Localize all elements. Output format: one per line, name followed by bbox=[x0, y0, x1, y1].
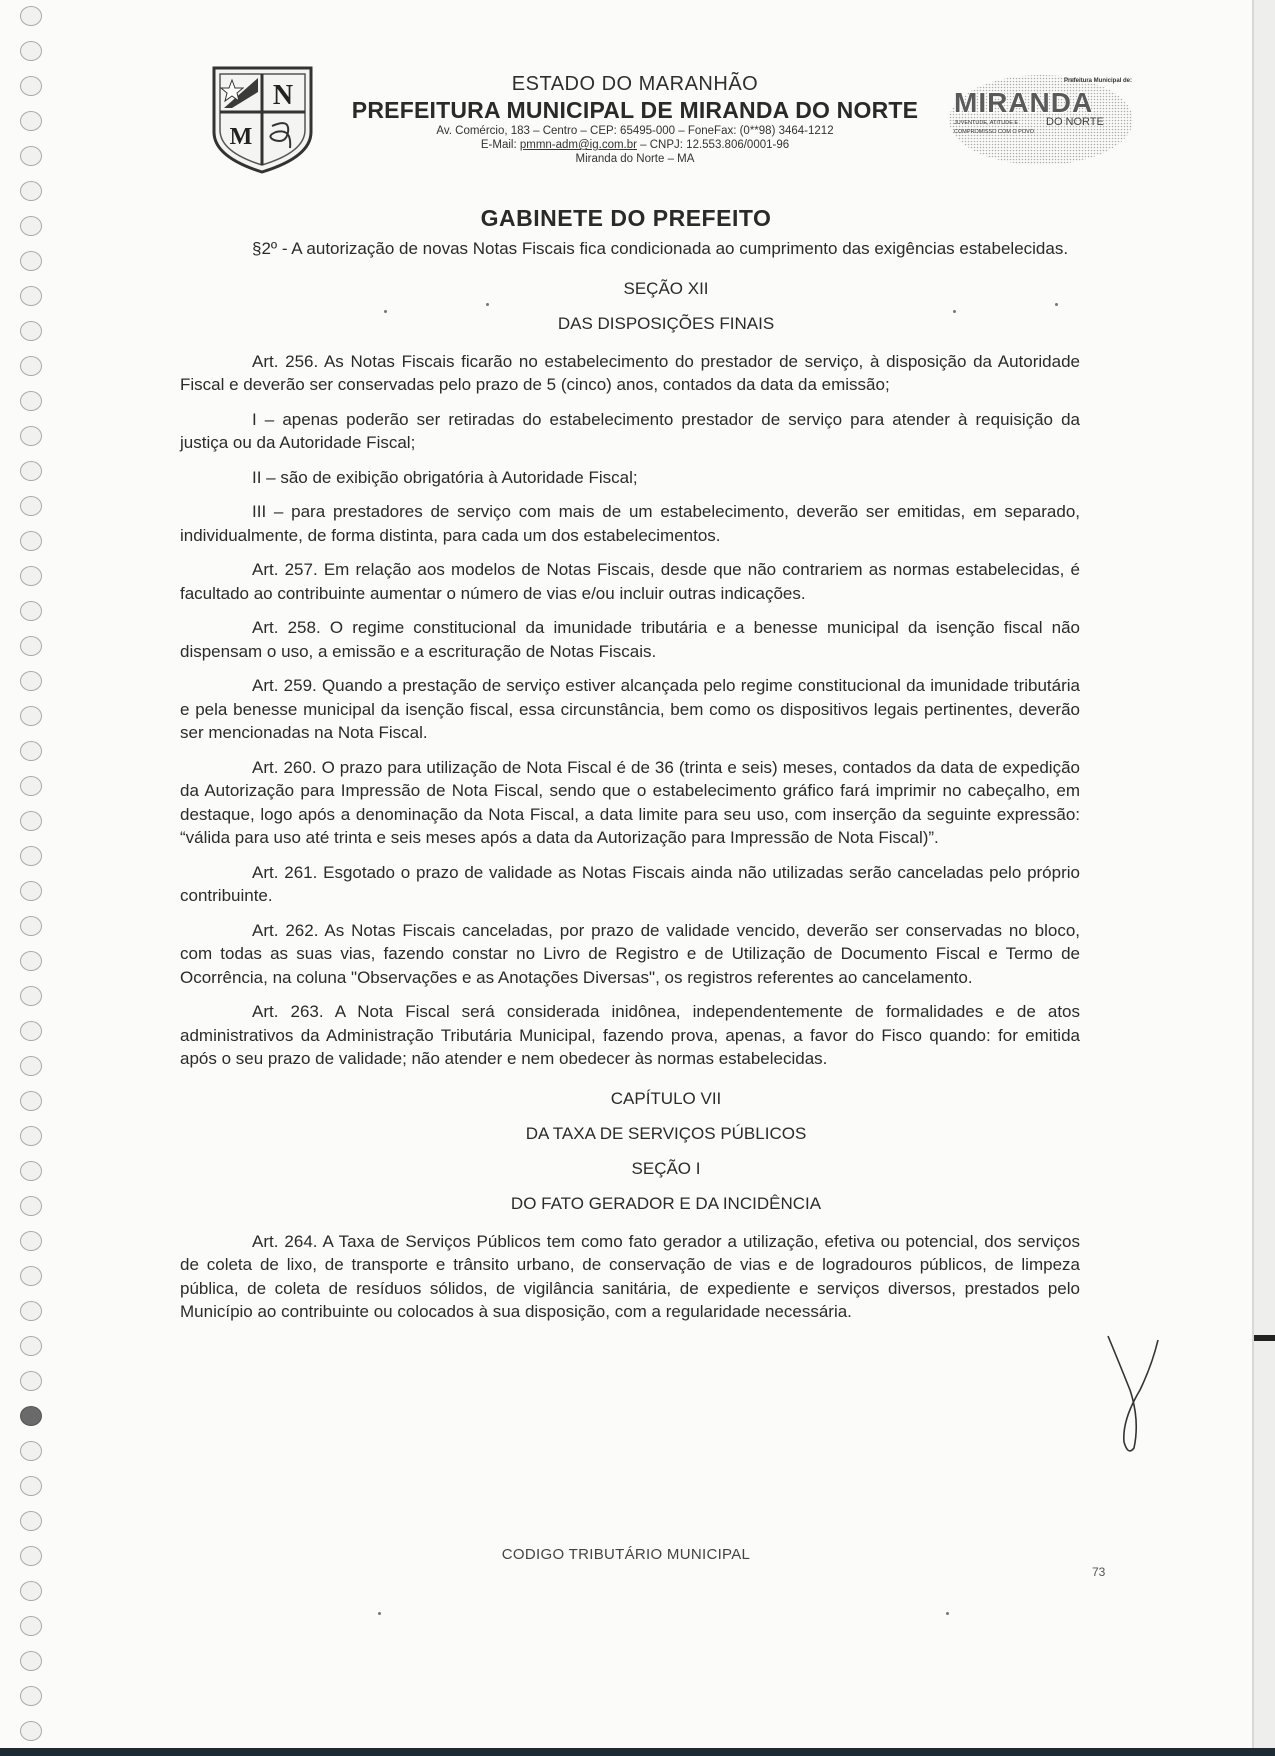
binding-hole bbox=[20, 846, 42, 866]
binding-hole bbox=[20, 1231, 42, 1251]
email-label: E-Mail: bbox=[480, 139, 520, 151]
crest-letter-m: M bbox=[229, 124, 253, 150]
article-262: Art. 262. As Notas Fiscais canceladas, por prazo de validade vencido, deverão ser conservadas no bloco, com todas as suas vias, fazendo constar no Livro de Registro e de Utilização de Documento Fiscal e Termo de Ocorrência, na coluna "Observações e as Anotações Diversas", os registros referentes ao cancelamento. bbox=[180, 920, 1080, 987]
binding-hole bbox=[20, 1616, 42, 1636]
binding-hole bbox=[20, 1721, 42, 1741]
binding-hole bbox=[20, 1301, 42, 1321]
binding-hole bbox=[20, 986, 42, 1006]
scan-speck bbox=[486, 303, 489, 306]
binding-hole bbox=[20, 776, 42, 796]
binding-hole bbox=[20, 1266, 42, 1286]
logo-tag-2: COMPROMISSO COM O POVO bbox=[954, 129, 1035, 135]
scan-speck bbox=[378, 1612, 381, 1615]
article-258: Art. 258. O regime constitucional da imunidade tributária e a benesse municipal da isenção fiscal não dispensam o uso, a emissão e a escrituração de Notas Fiscais. bbox=[180, 618, 1080, 661]
binding-hole bbox=[20, 811, 42, 831]
chapter-heading bbox=[180, 1087, 1080, 1216]
article-261: Art. 261. Esgotado o prazo de validade as Notas Fiscais ainda não utilizadas serão canceladas pelo próprio contribuinte. bbox=[180, 862, 1080, 905]
scan-speck bbox=[384, 310, 387, 313]
section-1-title: SEÇÃO I bbox=[631, 1158, 701, 1178]
scan-speck bbox=[953, 310, 956, 313]
binding-hole bbox=[20, 1581, 42, 1601]
municipal-crest-icon bbox=[210, 62, 315, 174]
section-subtitle: DAS DISPOSIÇÕES FINAIS bbox=[557, 313, 775, 333]
section-heading bbox=[180, 277, 1080, 336]
binding-hole bbox=[20, 531, 42, 551]
article-259: Art. 259. Quando a prestação de serviço estiver alcançada pelo regime constitucional da imunidade tributária e pela benesse municipal da isenção fiscal, essa circunstância, bem como os dispositivos legais pertinentes, deverão ser mencionadas na Nota Fiscal. bbox=[180, 676, 1080, 742]
page-edge bbox=[1254, 0, 1275, 1756]
binding-hole bbox=[20, 1091, 42, 1111]
article-263: Art. 263. A Nota Fiscal será considerada inidônea, independentemente de formalidades e de atos administrativos da Administração Tributária Municipal, fazendo prova, apenas, a favor do Fisco quando: for emitida após o seu prazo de validade; não atender e nem obedecer às normas estabelecidas. bbox=[180, 1002, 1080, 1068]
binding-hole bbox=[20, 601, 42, 621]
item-1: I – apenas poderão ser retiradas do estabelecimento prestador de serviço para atender à requisição da justiça ou da Autoridade Fiscal; bbox=[180, 409, 1080, 452]
binding-hole bbox=[20, 1441, 42, 1461]
handwritten-initial-icon bbox=[1100, 1330, 1170, 1460]
letterhead bbox=[0, 0, 1252, 200]
cnpj-text: – CNPJ: 12.553.806/0001-96 bbox=[636, 139, 790, 151]
binding-hole bbox=[20, 1511, 42, 1531]
binding-hole bbox=[20, 916, 42, 936]
miranda-logo-icon bbox=[946, 68, 1136, 168]
prefeitura-name: PREFEITURA MUNICIPAL DE MIRANDA DO NORTE bbox=[351, 97, 919, 123]
document-body bbox=[180, 237, 1080, 1335]
logo-tag-1: JUVENTUDE, ATITUDE E bbox=[954, 120, 1019, 126]
binding-hole bbox=[20, 566, 42, 586]
binding-hole bbox=[20, 1686, 42, 1706]
section-title: SEÇÃO XII bbox=[623, 278, 709, 298]
binding-hole bbox=[20, 741, 42, 761]
email-link[interactable]: pmmn-adm@ig.com.br bbox=[519, 139, 637, 151]
section-1-subtitle: DO FATO GERADOR E DA INCIDÊNCIA bbox=[510, 1193, 822, 1213]
paragraph-2: §2º - A autorização de novas Notas Fiscais fica condicionada ao cumprimento das exigências estabelecidas. bbox=[252, 239, 1069, 258]
logo-small-text: Prefeitura Municipal de: bbox=[1064, 78, 1133, 84]
footer-title: CODIGO TRIBUTÁRIO MUNICIPAL bbox=[501, 1546, 751, 1563]
page-number: 73 bbox=[1092, 1565, 1106, 1579]
binding-hole bbox=[20, 461, 42, 481]
binding-hole bbox=[20, 286, 42, 306]
binding-hole bbox=[20, 636, 42, 656]
binding-hole bbox=[20, 1651, 42, 1671]
binding-hole bbox=[20, 1161, 42, 1181]
item-2: II – são de exibição obrigatória à Autoridade Fiscal; bbox=[252, 467, 638, 487]
chapter-subtitle: DA TAXA DE SERVIÇOS PÚBLICOS bbox=[525, 1123, 807, 1143]
binding-hole bbox=[20, 356, 42, 376]
scan-speck bbox=[1055, 303, 1058, 306]
binding-hole bbox=[20, 391, 42, 411]
logo-sub-text: DO NORTE bbox=[1046, 116, 1104, 128]
binding-hole bbox=[20, 1406, 42, 1426]
article-260: Art. 260. O prazo para utilização de Nota Fiscal é de 36 (trinta e seis) meses, contados da data de expedição da Autorização para Impressão de Nota Fiscal, sendo que o estabelecimento gráfico fará imprimir no cabeçalho, em destaque, logo após a denominação da Nota Fiscal, a data limite para seu uso, com inserção da seguinte expressão: “válida para uso até trinta e seis meses após a data da Autorização para Impressão de Nota Fiscal)”. bbox=[180, 757, 1080, 847]
binding-hole bbox=[20, 1021, 42, 1041]
binding-hole bbox=[20, 1196, 42, 1216]
crest-letter-n: N bbox=[272, 80, 294, 111]
page-edge-mark bbox=[1254, 1335, 1275, 1341]
binding-hole bbox=[20, 1056, 42, 1076]
article-264: Art. 264. A Taxa de Serviços Públicos tem como fato gerador a utilização, efetiva ou potencial, dos serviços de coleta de lixo, de transporte e trânsito urbano, de conservação de vias e de logradouros públicos, de limpeza pública, de coleta de resíduos sólidos, de vigilância sanitária, de expediente e serviços diversos, prestados pelo Município ao contribuinte ou colocados à sua disposição, com a regularidade necessária. bbox=[180, 1231, 1080, 1321]
article-256: Art. 256. As Notas Fiscais ficarão no estabelecimento do prestador de serviço, à disposição da Autoridade Fiscal e deverão ser conservadas pelo prazo de 5 (cinco) anos, contados da data da emissão; bbox=[180, 351, 1080, 394]
binding-hole bbox=[20, 321, 42, 341]
contact-line bbox=[320, 138, 950, 152]
binding-hole bbox=[20, 426, 42, 446]
article-257: Art. 257. Em relação aos modelos de Notas Fiscais, desde que não contrariem as normas estabelecidas, é facultado ao contribuinte aumentar o número de vias e/ou incluir outras indicações. bbox=[180, 560, 1080, 603]
binding-hole bbox=[20, 496, 42, 516]
binding-hole bbox=[20, 1476, 42, 1496]
binding-hole bbox=[20, 1336, 42, 1356]
binding-hole bbox=[20, 881, 42, 901]
binding-hole bbox=[20, 706, 42, 726]
logo-main-text: MIRANDA bbox=[954, 87, 1094, 118]
gabinete-title: GABINETE DO PREFEITO bbox=[480, 205, 772, 231]
binding-hole bbox=[20, 1126, 42, 1146]
address-line: Av. Comércio, 183 – Centro – CEP: 65495-000 – FoneFax: (0**98) 3464-1212 bbox=[436, 125, 834, 137]
city-line: Miranda do Norte – MA bbox=[575, 153, 695, 165]
binding-holes bbox=[20, 0, 46, 1756]
binding-hole bbox=[20, 1371, 42, 1391]
chapter-title: CAPÍTULO VII bbox=[610, 1088, 722, 1108]
binding-hole bbox=[20, 671, 42, 691]
state-name: ESTADO DO MARANHÃO bbox=[511, 73, 759, 95]
scan-bottom-edge bbox=[0, 1748, 1275, 1756]
scan-speck bbox=[946, 1612, 949, 1615]
item-3: III – para prestadores de serviço com mais de um estabelecimento, deverão ser emitidas, em separado, individualmente, de forma distinta, para cada um dos estabelecimentos. bbox=[180, 502, 1080, 545]
binding-hole bbox=[20, 951, 42, 971]
binding-hole bbox=[20, 251, 42, 271]
